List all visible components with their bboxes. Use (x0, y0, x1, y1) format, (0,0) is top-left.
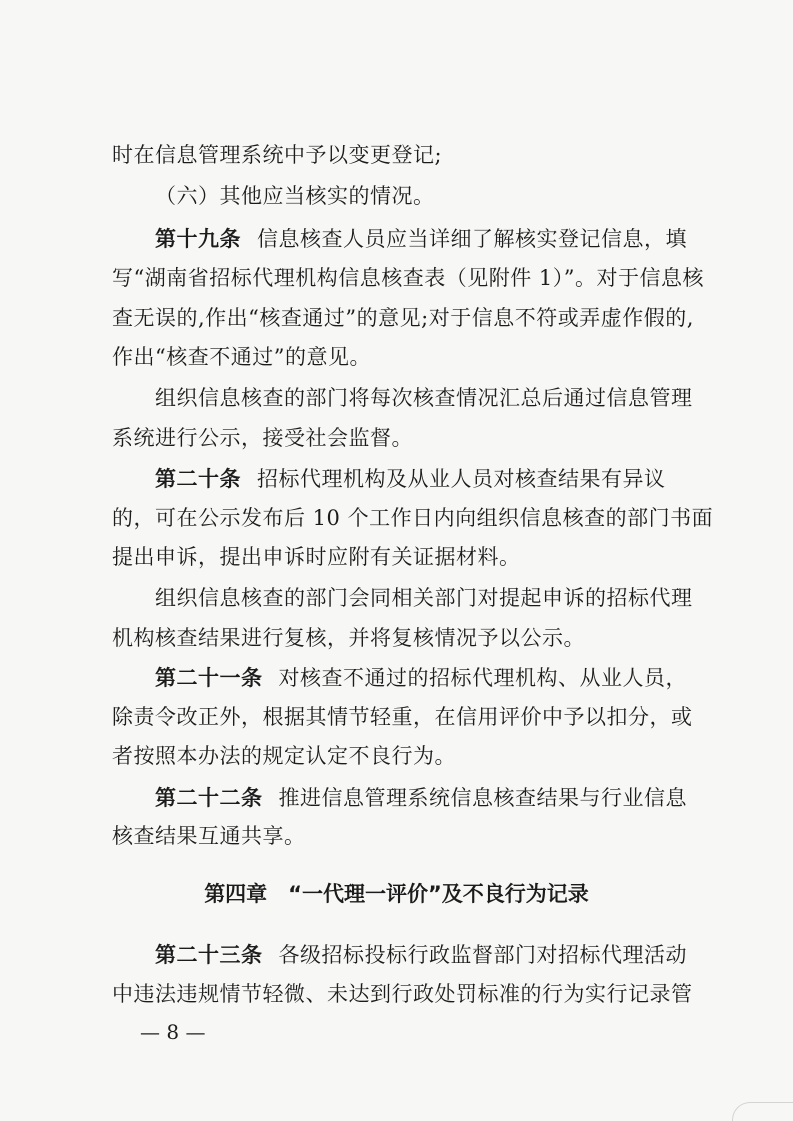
text-line: 查无误的,作出“核查通过”的意见;对于信息不符或弄虚作假的, (112, 306, 694, 330)
article-20 (155, 468, 666, 490)
text-line: 的，可在公示发布后 10 个工作日内向组织信息核查的部门书面 (112, 506, 714, 530)
text-line: 中违法违规情节轻微、未达到行政处罚标准的行为实行记录管 (112, 982, 693, 1006)
text-line: 机构核查结果进行复核，并将复核情况予以公示。 (112, 626, 585, 650)
text-line: 除责令改正外，根据其情节轻重，在信用评价中予以扣分，或 (112, 705, 693, 729)
article-21 (155, 667, 687, 689)
article-19-text: 信息核查人员应当详细了解核实登记信息，填 (257, 227, 687, 251)
article-19-heading: 第十九条 (155, 226, 241, 251)
text-line: 时在信息管理系统中予以变更登记; (112, 143, 443, 167)
page-number: — 8 — (140, 1020, 206, 1044)
chapter-4-title: 第四章 “一代理一评价”及不良行为记录 (204, 882, 589, 906)
article-22-heading: 第二十二条 (155, 785, 263, 810)
article-23 (155, 944, 687, 966)
article-20-heading: 第二十条 (155, 466, 241, 491)
article-23-text: 各级招标投标行政监督部门对招标代理活动 (278, 943, 687, 967)
article-22-text: 推进信息管理系统信息核查结果与行业信息 (278, 786, 687, 810)
article-23-heading: 第二十三条 (155, 942, 263, 967)
text-line: 组织信息核查的部门将每次核查情况汇总后通过信息管理 (155, 386, 693, 410)
text-line: 写“湖南省招标代理机构信息核查表（见附件 1）”。对于信息核 (112, 266, 705, 290)
article-21-text: 对核查不通过的招标代理机构、从业人员， (278, 666, 687, 690)
article-19 (155, 228, 687, 250)
text-line: 作出“核查不通过”的意见。 (112, 345, 371, 369)
article-20-text: 招标代理机构及从业人员对核查结果有异议 (257, 467, 666, 491)
text-line: 核查结果互通共享。 (112, 824, 306, 848)
list-item-6: （六）其他应当核实的情况。 (155, 184, 435, 208)
text-line: 者按照本办法的规定认定不良行为。 (112, 744, 456, 768)
article-22 (155, 787, 687, 809)
text-line: 提出申诉，提出申诉时应附有关证据材料。 (112, 545, 521, 569)
text-line: 组织信息核查的部门会同相关部门对提起申诉的招标代理 (155, 586, 693, 610)
text-line: 系统进行公示，接受社会监督。 (112, 426, 413, 450)
scan-edge-mark (732, 1102, 793, 1121)
article-21-heading: 第二十一条 (155, 665, 263, 690)
